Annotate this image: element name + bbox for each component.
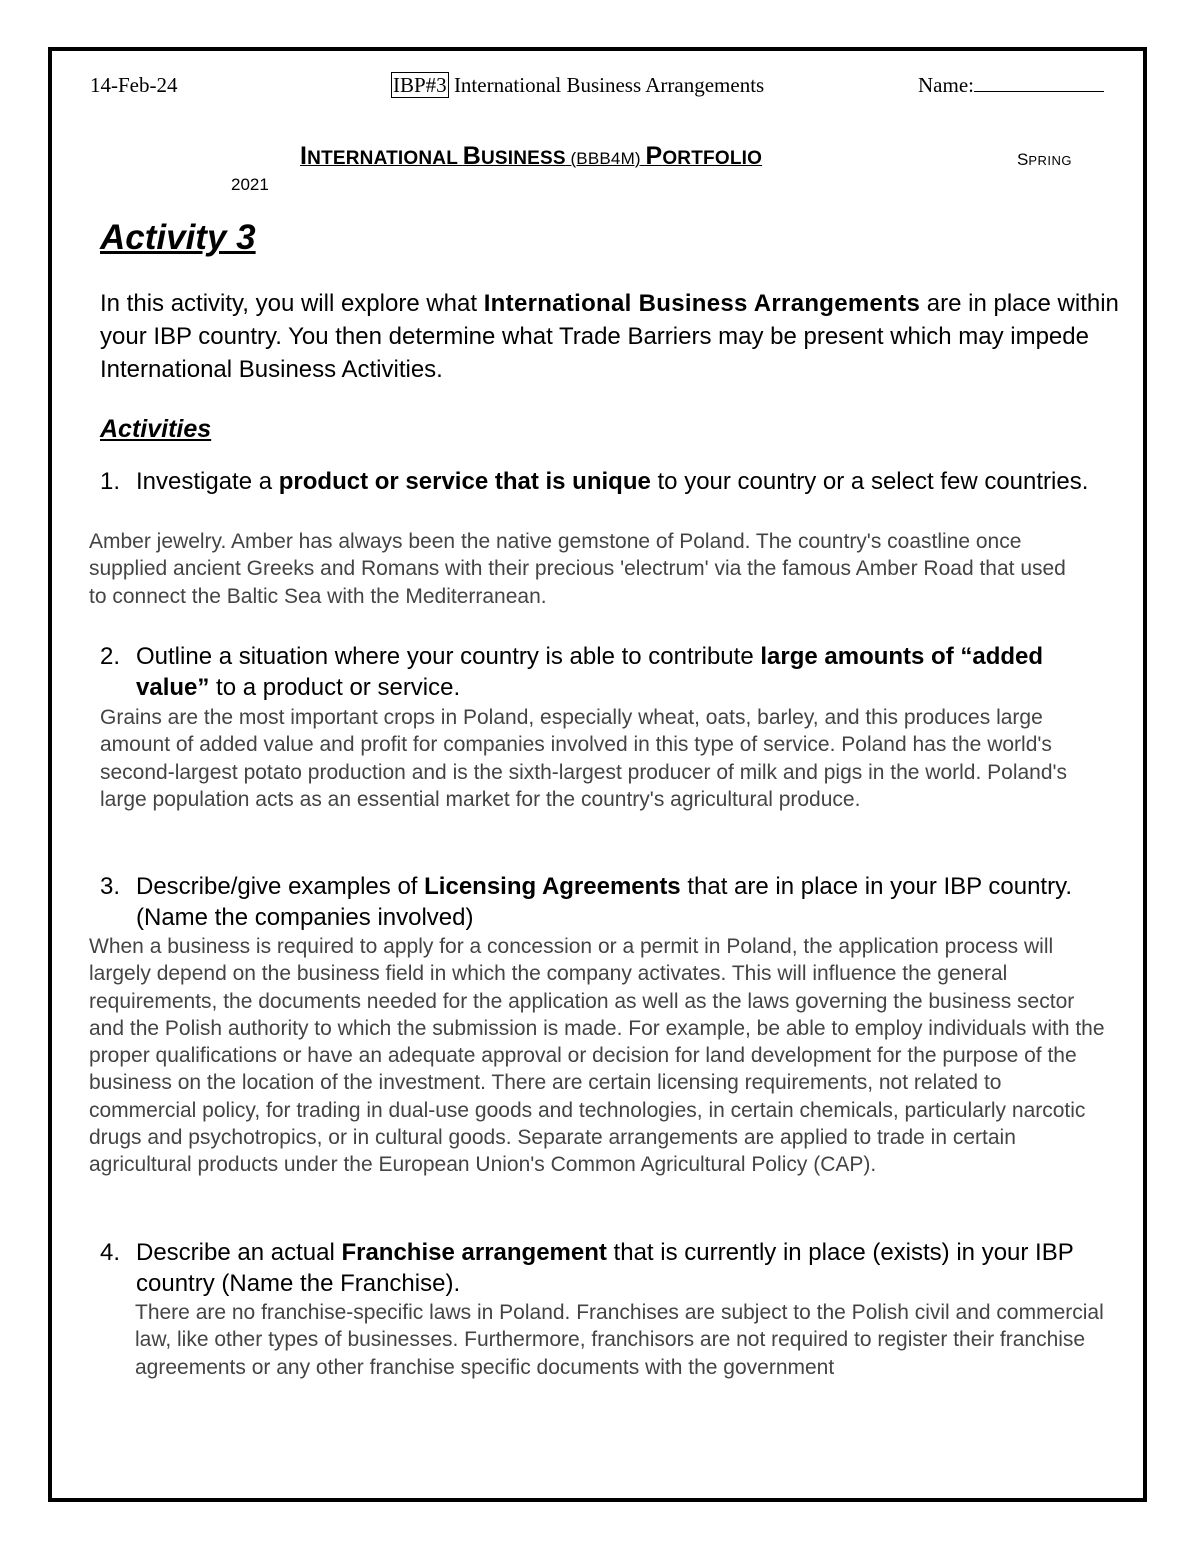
question-text: Investigate a product or service that is unique to your country or a select few countries.	[136, 468, 1089, 495]
answer-1: Amber jewelry. Amber has always been the native gemstone of Poland. The country's coastline once supplied ancient Greeks and Romans with their precious 'electrum' via the famous Amber Road that used to connect the Baltic Sea with the Mediterranean.	[89, 530, 1066, 608]
portfolio-season: SPRING	[1017, 150, 1073, 169]
question-text: Outline a situation where your country is able to contribute large amounts of “added value” to a product or service.	[136, 643, 1044, 701]
question-4	[100, 1237, 1105, 1299]
question-number: 4.	[100, 1239, 121, 1266]
activity-heading: Activity 3	[100, 218, 256, 257]
header-code: IBP#3	[393, 73, 447, 97]
question-1	[100, 466, 1110, 497]
header-name-field	[918, 73, 1104, 98]
question-2	[100, 641, 1100, 703]
question-text: Describe an actual Franchise arrangement that is currently in place (exists) in your IBP country (Name the Franchise).	[136, 1239, 1074, 1297]
question-number: 3.	[100, 873, 121, 900]
question-3	[100, 871, 1112, 933]
answer-3: When a business is required to apply for a concession or a permit in Poland, the application process will largely depend on the business field in which the company activates. This will influence the general requirements, the documents needed for the application as well as the laws governing the business sector and the Polish authority to which the submission is made. For example, be able to employ individuals with the proper qualifications or have an adequate approval or decision for land development for the purpose of the business on the location of the investment. There are certain licensing requirements, not related to commercial policy, for trading in dual-use goods and technologies, in certain chemicals, particularly narcotic drugs and psychotropics, or in cultural goods. Separate arrangements are applied to trade in certain agricultural products under the European Union's Common Agricultural Policy (CAP).	[89, 935, 1105, 1177]
answer-2: Grains are the most important crops in Poland, especially wheat, oats, barley, and this produces large amount of added value and profit for companies involved in this type of service. Poland has the world's second-largest potato production and is the sixth-largest producer of milk and pigs in the world. Poland's large population acts as an essential market for the country's agricultural produce.	[100, 706, 1068, 811]
name-label: Name:	[918, 73, 974, 97]
header-subject-text: International Business Arrangements	[453, 73, 765, 97]
header-subject	[391, 73, 764, 98]
question-text: Describe/give examples of Licensing Agreements that are in place in your IBP country. (Name the companies involved)	[136, 873, 1072, 931]
portfolio-title: INTERNATIONAL BUSINESS (BBB4M) PORTFOLIO	[300, 142, 763, 170]
header-date: 14-Feb-24	[90, 73, 178, 97]
intro-paragraph: In this activity, you will explore what International Business Arrangements are in place within your IBP country. You then determine what Trade Barriers may be present which may impede International Business Activities.	[100, 290, 1119, 383]
answer-4: There are no franchise-specific laws in Poland. Franchises are subject to the Polish civil and commercial law, like other types of businesses. Furthermore, franchisors are not required to register their franchise agreements or any other franchise specific documents with the government	[135, 1301, 1104, 1379]
portfolio-year: 2021	[231, 175, 269, 194]
question-number: 1.	[100, 468, 121, 495]
name-blank-line	[974, 73, 1104, 92]
activities-heading: Activities	[100, 415, 212, 443]
question-number: 2.	[100, 643, 121, 670]
